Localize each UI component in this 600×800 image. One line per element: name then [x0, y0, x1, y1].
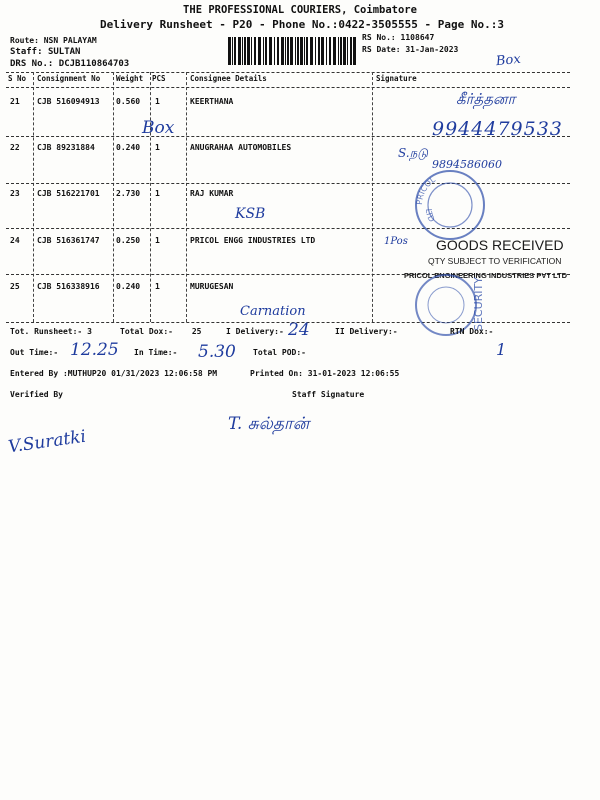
row-weight: 0.240: [116, 143, 141, 152]
barcode-bar: [295, 37, 296, 65]
drs-row: [10, 59, 129, 69]
stamp-ring-top: PRICOL: [414, 175, 437, 206]
row-pcs: 1: [155, 97, 160, 106]
verified-signature: V.Suratki: [6, 426, 88, 458]
row-sno: 23: [10, 189, 20, 198]
row-consignment: CJB 516361747: [37, 236, 100, 245]
row-pcs: 1: [155, 189, 160, 198]
col-pcs: PCS: [152, 74, 166, 83]
row-sno: 25: [10, 282, 20, 291]
handwritten-signature: கீர்த்தனா: [456, 90, 516, 108]
runsheet-label: Tot. Runsheet:-: [10, 327, 83, 336]
totals-runsheet: [10, 327, 92, 336]
col-consignee: Consignee Details: [190, 74, 267, 83]
handwritten-out-time: 12.25: [70, 340, 119, 360]
rs-no-label: RS No.:: [362, 33, 396, 42]
dox-label: Total Dox:-: [120, 327, 173, 336]
barcode-bar: [326, 37, 327, 65]
handwritten-in-time: 5.30: [198, 342, 236, 362]
barcode-bar: [274, 37, 275, 65]
row-consignment: CJB 516221701: [37, 189, 100, 198]
barcode-bar: [269, 37, 272, 65]
route-value: NSN PALAYAM: [43, 36, 97, 45]
handwritten-row-note: Carnation: [240, 304, 306, 319]
staff-signature: T. சுல்தான்: [228, 414, 310, 434]
barcode-bar: [343, 37, 346, 65]
handwritten-row-note: Box: [142, 118, 175, 138]
stamp-qty-verification: QTY SUBJECT TO VERIFICATION: [428, 256, 562, 266]
totals-rtn-dox: RTN Dox:-: [450, 327, 494, 336]
row-weight: 2.730: [116, 189, 141, 198]
runsheet-value: 3: [87, 327, 92, 336]
rs-date-label: RS Date:: [362, 45, 401, 54]
barcode-bar: [265, 37, 267, 65]
row-consignment: CJB 89231884: [37, 143, 95, 152]
staff-signature-label: Staff Signature: [292, 390, 365, 399]
handwritten-phone: 9894586060: [432, 158, 502, 171]
row-sno: 21: [10, 97, 20, 106]
stamp-goods-received: GOODS RECEIVED: [436, 237, 564, 253]
entered-by: Entered By :MUTHUP20 01/31/2023 12:06:58 PM: [10, 369, 218, 378]
row-sno: 24: [10, 236, 20, 245]
barcode-bar: [300, 37, 303, 65]
in-time-label: In Time:-: [134, 348, 178, 357]
col-consignment: Consignment No: [37, 74, 101, 83]
stamp-ring-bottom: LTD: [423, 208, 437, 224]
barcode-bar: [310, 37, 313, 65]
out-time-label: Out Time:-: [10, 348, 59, 357]
handwritten-row-note: KSB: [235, 206, 266, 222]
barcode-bar: [244, 37, 246, 65]
barcode-bar: [242, 37, 243, 65]
barcode-bar: [234, 37, 236, 65]
barcode-bar: [263, 37, 264, 65]
barcode-bar: [353, 37, 356, 65]
handwritten-signature: S.நடு: [398, 146, 429, 160]
col-signature: Signature: [376, 74, 417, 83]
row-pcs: 1: [155, 236, 160, 245]
totals-ii-delivery: II Delivery:-: [335, 327, 398, 336]
staff-value: SULTAN: [47, 47, 81, 57]
handwritten-box-note: Box: [495, 51, 522, 70]
barcode: [228, 37, 356, 65]
barcode-bar: [306, 37, 308, 65]
barcode-bar: [347, 37, 348, 65]
col-divider: [372, 72, 373, 322]
route-label: Route:: [10, 36, 39, 45]
barcode-bar: [287, 37, 289, 65]
rs-date-row: [362, 45, 458, 54]
row-consignee: ANUGRAHAA AUTOMOBILES: [190, 143, 292, 152]
barcode-bar: [232, 37, 233, 65]
handwritten-signature: 1Pos: [384, 236, 408, 247]
handwritten-rtn-count: 1: [496, 340, 507, 359]
barcode-bar: [228, 37, 231, 65]
barcode-bar: [321, 37, 324, 65]
col-divider: [33, 72, 34, 322]
row-consignee: RAJ KUMAR: [190, 189, 234, 198]
row-consignee: KEERTHANA: [190, 97, 234, 106]
row-weight: 0.250: [116, 236, 141, 245]
drs-value: DCJB110864703: [58, 59, 130, 69]
row-pcs: 1: [155, 143, 160, 152]
barcode-bar: [247, 37, 250, 65]
barcode-bar: [238, 37, 241, 65]
staff-label: Staff:: [10, 47, 43, 57]
header-bottom-rule: [6, 87, 570, 88]
route-row: [10, 36, 97, 45]
dox-value: 25: [191, 327, 202, 336]
col-divider: [186, 72, 187, 322]
printed-on: Printed On: 31-01-2023 12:06:55: [250, 369, 400, 378]
barcode-bar: [315, 37, 316, 65]
col-weight: Weight: [116, 74, 144, 83]
handwritten-delivery-count: 24: [288, 320, 310, 340]
row-weight: 0.240: [116, 282, 141, 291]
handwritten-phone: 9944479533: [432, 118, 563, 140]
rs-no-row: [362, 33, 434, 42]
row-sno: 22: [10, 143, 20, 152]
barcode-bar: [329, 37, 331, 65]
row-consignee: PRICOL ENGG INDUSTRIES LTD: [190, 236, 316, 245]
row-consignment: CJB 516338916: [37, 282, 100, 291]
stamp-company: PRICOL ENGINEERING INDUSTRIES PVT LTD: [404, 271, 568, 280]
col-divider: [113, 72, 114, 322]
barcode-bar: [338, 37, 339, 65]
totals-dox: [120, 327, 201, 336]
staff-row: [10, 47, 80, 57]
barcode-bar: [285, 37, 286, 65]
barcode-bar: [277, 37, 279, 65]
verified-by-label: Verified By: [10, 390, 63, 399]
barcode-bar: [333, 37, 336, 65]
runsheet-subtitle: Delivery Runsheet - P20 - Phone No.:0422-3505555 - Page No.:3: [100, 18, 504, 31]
row-weight: 0.560: [116, 97, 141, 106]
barcode-bar: [258, 37, 261, 65]
stamp-security-text: SECURITY: [472, 277, 485, 331]
row-pcs: 1: [155, 282, 160, 291]
barcode-bar: [318, 37, 320, 65]
barcode-bar: [340, 37, 342, 65]
barcode-bar: [297, 37, 299, 65]
barcode-bar: [350, 37, 352, 65]
total-pod-label: Total POD:-: [253, 348, 306, 357]
barcode-bar: [281, 37, 284, 65]
drs-label: DRS No.:: [10, 59, 54, 69]
rs-date-value: 31-Jan-2023: [405, 45, 459, 54]
totals-i-delivery: I Delivery:-: [226, 327, 284, 336]
row-consignment: CJB 516094913: [37, 97, 100, 106]
row-consignee: MURUGESAN: [190, 282, 234, 291]
round-seal-stamp: [410, 165, 490, 245]
barcode-bar: [251, 37, 252, 65]
col-divider: [150, 72, 151, 322]
barcode-bar: [290, 37, 293, 65]
company-title: THE PROFESSIONAL COURIERS, Coimbatore: [183, 4, 417, 16]
barcode-bar: [304, 37, 305, 65]
barcode-bar: [254, 37, 256, 65]
rs-no-value: 1108647: [400, 33, 435, 42]
col-sno: S No: [8, 74, 27, 83]
header-top-rule: [6, 72, 570, 73]
